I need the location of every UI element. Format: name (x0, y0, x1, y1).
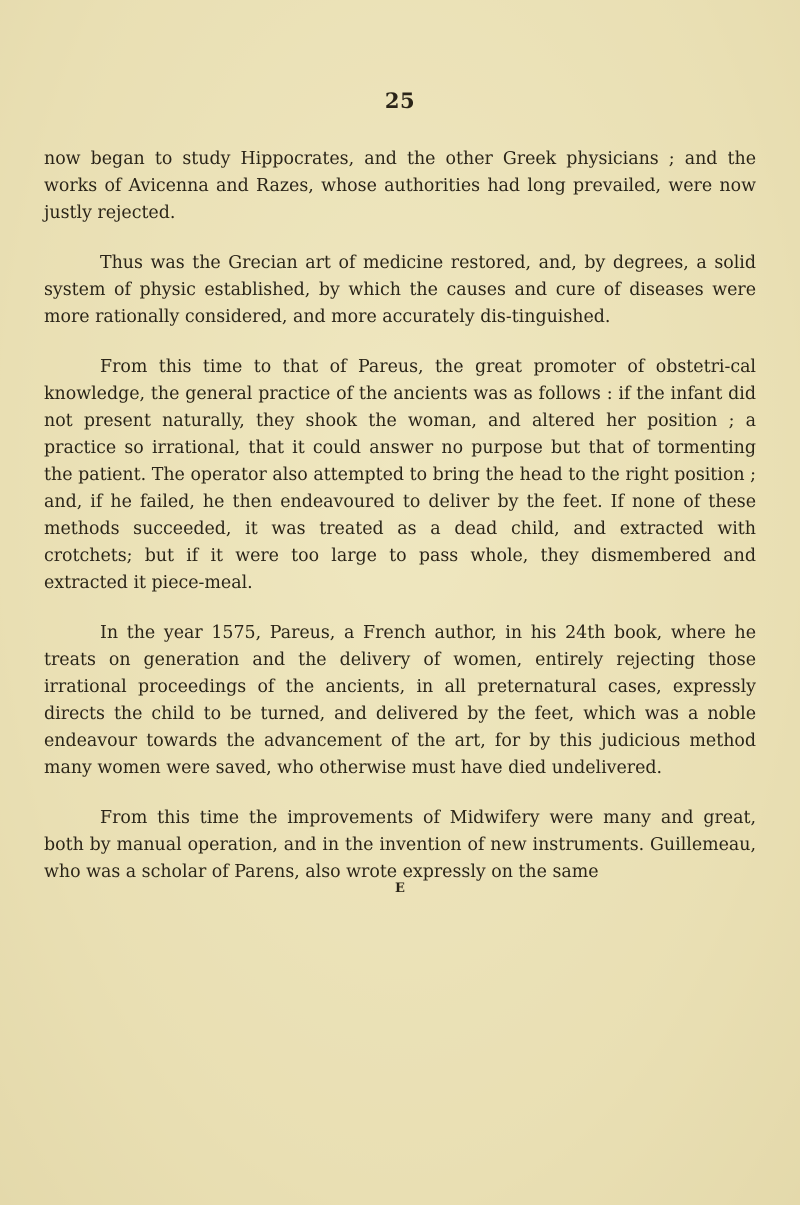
paragraph: Thus was the Grecian art of medicine restored, and, by degrees, a solid system of physic established, by which the causes and cure of diseases were more rationally considered, and more accurately dis-tinguished. (44, 253, 756, 327)
signature-mark: E (395, 881, 405, 896)
page-number: 25 (384, 88, 416, 113)
body-text (44, 146, 756, 909)
paragraph: From this time to that of Pareus, the great promoter of obstetri-cal knowledge, the general practice of the ancients was as follows : if the infant did not present naturally, they shook the woman, and altered her position ; a practice so irrational, that it could answer no purpose but that of tormenting the patient. The operator also attempted to bring the head to the right position ; and, if he failed, he then endeavoured to deliver by the feet. If none of these methods succeeded, it was treated as a dead child, and extracted with crotchets; but if it were too large to pass whole, they dismembered and extracted it piece-meal. (44, 357, 756, 593)
paragraph: now began to study Hippocrates, and the other Greek physicians ; and the works of Avicenna and Razes, whose authorities had long prevailed, were now justly rejected. (44, 149, 756, 223)
paragraph: From this time the improvements of Midwifery were many and great, both by manual operation, and in the invention of new instruments. Guillemeau, who was a scholar of Parens, also wrote expressly on the same (44, 808, 756, 882)
paragraph: In the year 1575, Pareus, a French author, in his 24th book, where he treats on generation and the delivery of women, entirely rejecting those irrational proceedings of the ancients, in all preternatural cases, expressly directs the child to be turned, and delivered by the feet, which was a noble endeavour towards the advancement of the art, for by this judicious method many women were saved, who otherwise must have died undelivered. (44, 623, 756, 778)
